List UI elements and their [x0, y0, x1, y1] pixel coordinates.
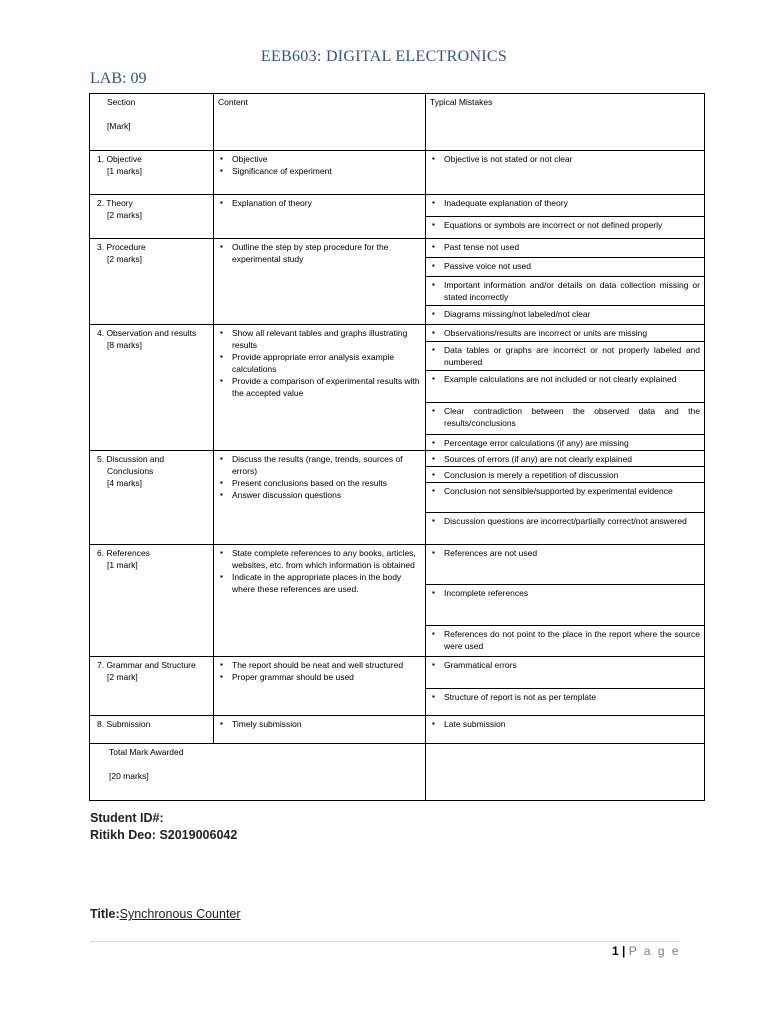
- rubric-table: [89, 93, 705, 801]
- mistake-item: ▪ Sources of errors (if any) are not clearly explained: [430, 453, 700, 465]
- page-word: P a g e: [628, 944, 681, 958]
- mistake-cell: [426, 451, 705, 467]
- mistake-cell: [426, 467, 705, 483]
- mistake-cell: [426, 435, 705, 451]
- mistake-item: ▪ References do not point to the place in the report where the source were used: [430, 628, 700, 652]
- content-item: ▪ Present conclusions based on the results: [218, 477, 421, 489]
- content-cell: [214, 325, 426, 451]
- header-section-label: Section: [107, 97, 136, 107]
- table-row-objective: [90, 151, 705, 195]
- section-name: 4. Observation and results: [97, 328, 197, 338]
- section-mark: [2 marks]: [107, 254, 142, 264]
- page-separator: |: [622, 944, 626, 958]
- content-item: ▪ Show all relevant tables and graphs illustrating results: [218, 327, 421, 351]
- mistake-item: ▪ Percentage error calculations (if any) are missing: [430, 437, 700, 449]
- lab-title: LAB: 09: [90, 70, 147, 87]
- section-cell: [90, 657, 214, 716]
- content-cell: [214, 657, 426, 716]
- section-cell: [90, 195, 214, 239]
- footer-divider: [90, 941, 680, 942]
- mistake-item: ▪ Example calculations are not included or not clearly explained: [430, 373, 700, 385]
- mistake-cell: [426, 689, 705, 716]
- mistake-cell: [426, 513, 705, 545]
- table-row-procedure: [90, 239, 705, 258]
- table-row-grammar: [90, 657, 705, 689]
- mistake-cell: [426, 239, 705, 258]
- section-name: 8. Submission: [97, 719, 151, 729]
- table-header-row: [90, 94, 705, 151]
- content-cell: [214, 195, 426, 239]
- mistake-item: ▪ Incomplete references: [430, 587, 700, 599]
- content-item: ▪ Provide a comparison of experimental results with the accepted value: [218, 375, 421, 399]
- mistake-item: ▪ Clear contradiction between the observed data and the results/conclusions: [430, 405, 700, 429]
- section-cell: [90, 325, 214, 451]
- mistake-cell: [426, 325, 705, 342]
- total-mark: [20 marks]: [109, 771, 149, 781]
- mistake-cell: [426, 483, 705, 513]
- section-mark: [2 marks]: [107, 210, 142, 220]
- content-cell: [214, 545, 426, 657]
- page-footer: [612, 944, 681, 958]
- section-name: 7. Grammar and Structure: [97, 660, 196, 670]
- header-mistakes-cell: [426, 94, 705, 151]
- header-section-cell: [90, 94, 214, 151]
- section-mark: [1 mark]: [107, 560, 138, 570]
- title-value: Synchronous Counter: [119, 907, 241, 921]
- mistake-cell: [426, 151, 705, 195]
- content-item: ▪ Outline the step by step procedure for the experimental study: [218, 241, 421, 265]
- mistake-cell: [426, 258, 705, 277]
- page-number: 1: [612, 944, 619, 958]
- total-score-cell[interactable]: [426, 744, 705, 801]
- mistake-item: ▪ Equations or symbols are incorrect or not defined properly: [430, 219, 700, 231]
- mistake-item: ▪ Late submission: [430, 718, 700, 730]
- mistake-cell: [426, 195, 705, 217]
- mistake-item: ▪ Observations/results are incorrect or units are missing: [430, 327, 700, 339]
- section-mark: [2 mark]: [107, 672, 138, 682]
- mistake-cell: [426, 342, 705, 371]
- content-item: ▪ Objective: [218, 153, 421, 165]
- table-row-total: [90, 744, 705, 801]
- content-cell: [214, 716, 426, 744]
- mistake-cell: [426, 217, 705, 239]
- mistake-item: ▪ Objective is not stated or not clear: [430, 153, 700, 165]
- section-name: 5. Discussion and: [97, 454, 165, 464]
- mistake-cell: [426, 626, 705, 657]
- mistake-cell: [426, 371, 705, 403]
- section-name: 6. References: [97, 548, 150, 558]
- content-item: ▪ Timely submission: [218, 718, 421, 730]
- title-label: Title:: [90, 907, 120, 921]
- report-title: [90, 907, 241, 921]
- mistake-item: ▪ Passive voice not used: [430, 260, 700, 272]
- content-item: ▪ The report should be neat and well structured: [218, 659, 421, 671]
- total-label: Total Mark Awarded: [109, 747, 184, 757]
- student-name-line: Ritikh Deo: S2019006042: [90, 828, 238, 842]
- table-row-discussion: [90, 451, 705, 467]
- mistake-item: ▪ Diagrams missing/not labeled/not clear: [430, 308, 700, 320]
- header-mistakes-label: Typical Mistakes: [430, 97, 493, 107]
- section-cell: [90, 716, 214, 744]
- table-row-theory: [90, 195, 705, 217]
- mistake-cell: [426, 306, 705, 325]
- content-item: ▪ Significance of experiment: [218, 165, 421, 177]
- mistake-cell: [426, 403, 705, 435]
- mistake-item: ▪ Past tense not used: [430, 241, 700, 253]
- header-content-label: Content: [218, 97, 248, 107]
- section-name: 2. Theory: [97, 198, 133, 208]
- section-mark: [4 marks]: [107, 478, 142, 488]
- mistake-item: ▪ Important information and/or details on data collection missing or stated incorrectly: [430, 279, 700, 303]
- header-mark-label: [Mark]: [107, 121, 131, 131]
- mistake-item: ▪ Grammatical errors: [430, 659, 700, 671]
- mistake-cell: [426, 545, 705, 585]
- section-mark: [1 marks]: [107, 166, 142, 176]
- mistake-item: ▪ Inadequate explanation of theory: [430, 197, 700, 209]
- section-name: 1. Objective: [97, 154, 142, 164]
- table-row-submission: [90, 716, 705, 744]
- content-item: ▪ Provide appropriate error analysis example calculations: [218, 351, 421, 375]
- course-title: EEB603: DIGITAL ELECTRONICS: [260, 48, 508, 65]
- content-cell: [214, 239, 426, 325]
- mistake-item: ▪ Discussion questions are incorrect/partially correct/not answered: [430, 515, 700, 527]
- mistake-item: ▪ Structure of report is not as per template: [430, 691, 700, 703]
- content-item: ▪ Discuss the results (range, trends, sources of errors): [218, 453, 421, 477]
- section-cell: [90, 151, 214, 195]
- mistake-item: ▪ Conclusion is merely a repetition of discussion: [430, 469, 700, 481]
- mistake-cell: [426, 585, 705, 626]
- content-cell: [214, 451, 426, 545]
- mistake-item: ▪ Data tables or graphs are incorrect or not properly labeled and numbered: [430, 344, 700, 368]
- student-id-label: Student ID#:: [90, 811, 164, 825]
- section-cell: [90, 239, 214, 325]
- mistake-item: ▪ Conclusion not sensible/supported by experimental evidence: [430, 485, 700, 497]
- content-cell: [214, 151, 426, 195]
- header-content-cell: [214, 94, 426, 151]
- section-name: 3. Procedure: [97, 242, 146, 252]
- section-mark: [8 marks]: [107, 340, 142, 350]
- mistake-item: ▪ References are not used: [430, 547, 700, 559]
- table-row-references: [90, 545, 705, 585]
- content-item: ▪ Indicate in the appropriate places in the body where these references are used.: [218, 571, 421, 595]
- content-item: ▪ Proper grammar should be used: [218, 671, 421, 683]
- total-cell: [90, 744, 426, 801]
- mistake-cell: [426, 716, 705, 744]
- section-cell: [90, 451, 214, 545]
- section-cell: [90, 545, 214, 657]
- student-info: [90, 810, 237, 844]
- mistake-cell: [426, 657, 705, 689]
- table-row-observation: [90, 325, 705, 342]
- content-item: ▪ Explanation of theory: [218, 197, 421, 209]
- section-name-cont: Conclusions: [107, 466, 154, 476]
- content-item: ▪ Answer discussion questions: [218, 489, 421, 501]
- content-item: ▪ State complete references to any books, articles, websites, etc. from which information is obtained: [218, 547, 421, 571]
- mistake-cell: [426, 277, 705, 306]
